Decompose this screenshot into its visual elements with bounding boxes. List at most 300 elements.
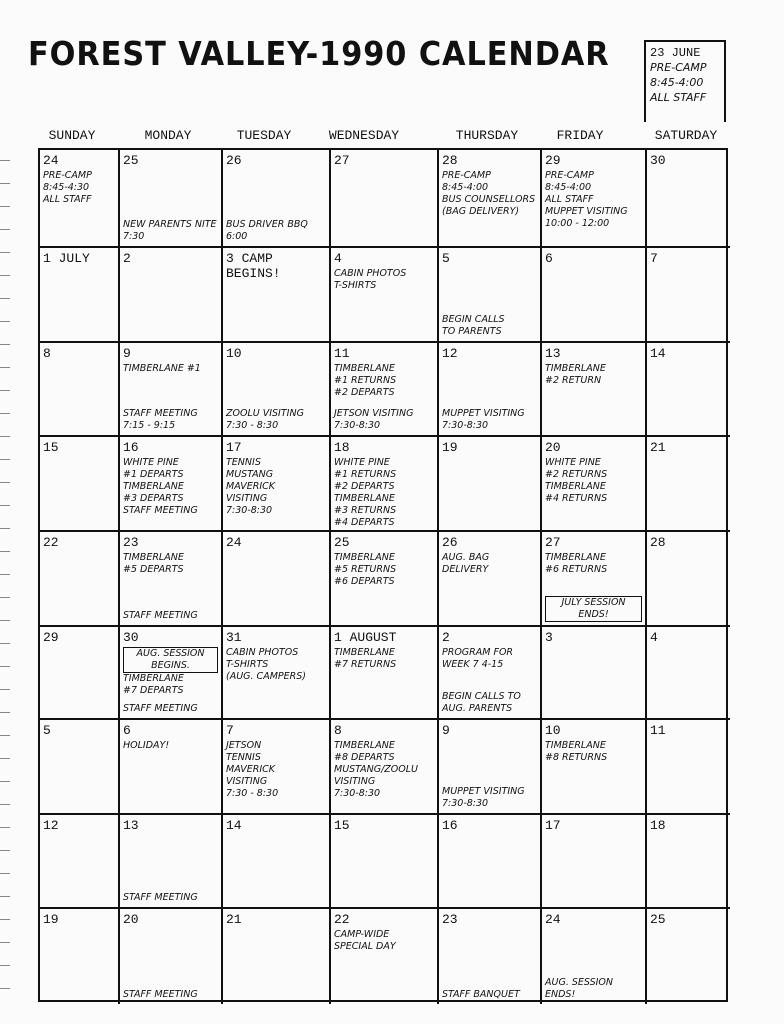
- binder-tick: [0, 574, 10, 575]
- day-cell: [647, 627, 730, 720]
- binder-tick: [0, 252, 10, 253]
- day-cell: [40, 909, 120, 1004]
- event-footer: [123, 703, 218, 715]
- day-cell: [647, 248, 730, 343]
- day-cell: [120, 150, 223, 248]
- event-text: #2 RETURNS: [545, 469, 608, 480]
- june-date: 23 JUNE: [650, 46, 701, 60]
- day-cell: [439, 720, 542, 815]
- event-text: BUS COUNSELLORS: [442, 194, 536, 205]
- date-number: 12: [442, 346, 458, 361]
- event-text: #1 RETURNS: [334, 375, 397, 386]
- event-text: TIMBERLANE: [545, 363, 606, 374]
- event-text: PRE-CAMP: [442, 170, 491, 181]
- event-footer: [123, 219, 218, 243]
- event-notes: [43, 170, 115, 206]
- day-cell: [331, 437, 439, 532]
- binder-tick: [0, 229, 10, 230]
- day-cell: [120, 343, 223, 437]
- day-cell: [542, 248, 647, 343]
- date-number: 18: [650, 818, 666, 833]
- day-cell: [439, 532, 542, 627]
- event-text: JETSON VISITING: [334, 408, 414, 419]
- day-cell: [120, 909, 223, 1004]
- event-text: #1 DEPARTS: [123, 469, 184, 480]
- day-cell: [439, 343, 542, 437]
- day-cell: [647, 532, 730, 627]
- date-number: 19: [442, 440, 458, 455]
- event-notes: [123, 552, 218, 576]
- day-cell: [542, 909, 647, 1004]
- binder-tick: [0, 505, 10, 506]
- june-note: ALL STAFF: [650, 91, 707, 104]
- event-text: MUPPET VISITING: [442, 408, 525, 419]
- event-text: JULY SESSION: [561, 597, 626, 608]
- event-text: AUG. SESSION: [545, 977, 613, 988]
- day-header-friday: FRIDAY: [556, 128, 604, 143]
- event-text: 8:45-4:00: [545, 182, 592, 193]
- day-header-saturday: SATURDAY: [654, 128, 718, 143]
- event-notes: [334, 647, 434, 671]
- event-text: AUG. SESSION: [136, 648, 205, 659]
- event-text: CABIN PHOTOS: [334, 268, 407, 279]
- day-cell: [542, 815, 647, 909]
- date-number: 10: [226, 346, 242, 361]
- day-cell: [40, 437, 120, 532]
- event-notes: [545, 457, 642, 505]
- event-text: 7:30-8:30: [334, 420, 381, 431]
- event-text: #2 DEPARTS: [334, 481, 395, 492]
- date-number: 13: [545, 346, 561, 361]
- binder-tick: [0, 459, 10, 460]
- event-text: TIMBERLANE: [334, 552, 395, 563]
- event-text: SPECIAL DAY: [334, 941, 396, 952]
- event-notes: [545, 740, 642, 764]
- event-text: #8 DEPARTS: [334, 752, 395, 763]
- date-number: 15: [43, 440, 59, 455]
- event-notes: [123, 457, 218, 517]
- date-number: 2: [123, 251, 131, 266]
- event-text: ENDS!: [545, 989, 576, 1000]
- event-text: (BAG DELIVERY): [442, 206, 520, 217]
- event-text: #7 DEPARTS: [123, 685, 184, 696]
- event-footer: [123, 408, 218, 432]
- event-notes: [123, 363, 218, 375]
- date-number: 9: [123, 346, 131, 361]
- date-number: 24: [43, 153, 59, 168]
- event-text: #2 RETURN: [545, 375, 602, 386]
- event-text: T-SHIRTS: [226, 659, 269, 670]
- event-text: MAVERICK: [226, 481, 275, 492]
- event-text: 7:30-8:30: [334, 788, 381, 799]
- date-number: 15: [334, 818, 350, 833]
- event-notes: [123, 740, 218, 752]
- day-cell: [647, 909, 730, 1004]
- binder-tick: [0, 206, 10, 207]
- day-cell: [40, 720, 120, 815]
- event-text: TIMBERLANE: [334, 740, 395, 751]
- day-cell: [439, 248, 542, 343]
- day-cell: [40, 627, 120, 720]
- event-text: #3 RETURNS: [334, 505, 397, 516]
- calendar-grid: [38, 148, 728, 1002]
- event-notes: [334, 552, 434, 588]
- date-number: 5: [442, 251, 450, 266]
- binder-tick: [0, 183, 10, 184]
- date-number: 13: [123, 818, 139, 833]
- page-title: FOREST VALLEY-1990 CALENDAR: [28, 34, 610, 73]
- event-notes: [545, 552, 642, 576]
- event-text: 7:30-8:30: [442, 420, 489, 431]
- event-notes: [123, 673, 218, 697]
- event-text: #4 RETURNS: [545, 493, 608, 504]
- event-text: 6:00: [226, 231, 248, 242]
- date-number: 4: [334, 251, 342, 266]
- event-text: TIMBERLANE: [334, 493, 395, 504]
- date-number: 14: [226, 818, 242, 833]
- day-header-sunday: SUNDAY: [48, 128, 96, 143]
- day-header-thursday: THURSDAY: [455, 128, 519, 143]
- binder-tick: [0, 919, 10, 920]
- day-cell: [120, 437, 223, 532]
- event-footer: [123, 989, 218, 1001]
- event-text: T-SHIRTS: [334, 280, 377, 291]
- june-note: 8:45-4:00: [650, 76, 704, 89]
- day-cell: [223, 248, 331, 343]
- day-cell: [439, 909, 542, 1004]
- date-number: 20: [123, 912, 139, 927]
- event-text: 7:30 - 8:30: [226, 420, 279, 431]
- date-number: 6: [123, 723, 131, 738]
- date-number: 10: [545, 723, 561, 738]
- event-text: (AUG. CAMPERS): [226, 671, 306, 682]
- day-cell: [331, 909, 439, 1004]
- event-text: MAVERICK: [226, 764, 275, 775]
- day-cell: [331, 150, 439, 248]
- date-number: 1 AUGUST: [334, 630, 397, 645]
- date-number: 26: [226, 153, 242, 168]
- event-footer: [442, 989, 537, 1001]
- event-text: AUG. BAG: [442, 552, 490, 563]
- day-cell: [542, 720, 647, 815]
- event-text: STAFF MEETING: [123, 610, 198, 621]
- event-notes: [226, 647, 326, 683]
- event-text: BUS DRIVER BBQ: [226, 219, 308, 230]
- event-text: TIMBERLANE: [545, 481, 606, 492]
- june-23-box: [644, 40, 726, 122]
- day-header-tuesday: TUESDAY: [236, 128, 292, 143]
- event-text: STAFF MEETING: [123, 989, 198, 1000]
- day-cell: [331, 815, 439, 909]
- binder-tick: [0, 551, 10, 552]
- event-text: TIMBERLANE: [123, 673, 184, 684]
- day-cell: [542, 627, 647, 720]
- event-notes: [442, 552, 537, 576]
- date-number: 7: [650, 251, 658, 266]
- day-cell: [439, 815, 542, 909]
- date-number: 23: [442, 912, 458, 927]
- day-cell: [40, 343, 120, 437]
- binder-tick: [0, 413, 10, 414]
- event-text: STAFF MEETING: [123, 505, 198, 516]
- event-text: ALL STAFF: [43, 194, 92, 205]
- event-text: STAFF MEETING: [123, 892, 198, 903]
- date-number: 2: [442, 630, 450, 645]
- event-text: #5 DEPARTS: [123, 564, 184, 575]
- event-text: #3 DEPARTS: [123, 493, 184, 504]
- binder-tick: [0, 160, 10, 161]
- date-number: 30: [650, 153, 666, 168]
- date-number: 17: [545, 818, 561, 833]
- date-number: 17: [226, 440, 242, 455]
- event-text: MUSTANG: [226, 469, 274, 480]
- binder-tick: [0, 873, 10, 874]
- date-number: 24: [545, 912, 561, 927]
- date-number: 9: [442, 723, 450, 738]
- event-text: PROGRAM FOR: [442, 647, 514, 658]
- event-text: TO PARENTS: [442, 326, 502, 337]
- event-footer: [226, 408, 326, 432]
- date-number: 31: [226, 630, 242, 645]
- event-footer: [123, 610, 218, 622]
- event-text: #6 RETURNS: [545, 564, 608, 575]
- event-text: 10:00 - 12:00: [545, 218, 610, 229]
- event-text: #5 RETURNS: [334, 564, 397, 575]
- event-notes: [334, 268, 434, 292]
- binder-tick: [0, 275, 10, 276]
- date-number: 6: [545, 251, 553, 266]
- date-number: 8: [334, 723, 342, 738]
- event-text: STAFF BANQUET: [442, 989, 520, 1000]
- event-text: 7:30-8:30: [226, 505, 273, 516]
- event-footer: [226, 219, 326, 243]
- day-header-wednesday: WEDNESDAY: [328, 128, 400, 143]
- binder-tick: [0, 758, 10, 759]
- day-cell: [120, 720, 223, 815]
- event-text: DELIVERY: [442, 564, 489, 575]
- date-number: 4: [650, 630, 658, 645]
- event-notes: [226, 457, 326, 517]
- day-cell: [223, 909, 331, 1004]
- event-text: ENDS!: [578, 609, 609, 620]
- date-number: 7: [226, 723, 234, 738]
- day-cell: [40, 150, 120, 248]
- event-notes: [545, 363, 642, 387]
- day-cell: [120, 627, 223, 720]
- day-cell: [647, 150, 730, 248]
- event-text: 8:45-4:30: [43, 182, 90, 193]
- day-cell: [223, 437, 331, 532]
- day-cell: [223, 815, 331, 909]
- day-cell: [542, 437, 647, 532]
- event-text: WHITE PINE: [334, 457, 390, 468]
- date-number: 28: [442, 153, 458, 168]
- binder-tick: [0, 344, 10, 345]
- date-number: 21: [650, 440, 666, 455]
- day-cell: [647, 815, 730, 909]
- date-number: 3: [545, 630, 553, 645]
- binder-tick: [0, 666, 10, 667]
- june-note: PRE-CAMP: [650, 61, 707, 74]
- event-text: #7 RETURNS: [334, 659, 397, 670]
- binder-tick: [0, 850, 10, 851]
- date-number: 8: [43, 346, 51, 361]
- binder-tick: [0, 781, 10, 782]
- event-text: 7:15 - 9:15: [123, 420, 176, 431]
- event-text: CABIN PHOTOS: [226, 647, 299, 658]
- day-cell: [223, 532, 331, 627]
- date-number: 16: [442, 818, 458, 833]
- event-text: WHITE PINE: [123, 457, 179, 468]
- event-notes: [545, 170, 642, 230]
- day-cell: [120, 532, 223, 627]
- date-number: 18: [334, 440, 350, 455]
- day-cell: [331, 627, 439, 720]
- event-text: MUPPET VISITING: [545, 206, 628, 217]
- date-number: 3 CAMP BEGINS!: [226, 251, 281, 281]
- day-cell: [223, 720, 331, 815]
- binder-tick: [0, 804, 10, 805]
- event-text: BEGIN CALLS: [442, 314, 505, 325]
- event-text: TIMBERLANE: [545, 740, 606, 751]
- event-notes: [226, 740, 326, 800]
- day-cell: [331, 248, 439, 343]
- event-footer: [442, 691, 537, 715]
- event-text: #2 DEPARTS: [334, 387, 395, 398]
- event-footer: [123, 892, 218, 904]
- event-text: MUPPET VISITING: [442, 786, 525, 797]
- event-text: WEEK 7 4-15: [442, 659, 504, 670]
- event-text: #1 RETURNS: [334, 469, 397, 480]
- day-cell: [331, 532, 439, 627]
- event-text: BEGIN CALLS TO: [442, 691, 521, 702]
- binder-tick: [0, 367, 10, 368]
- event-text: TIMBERLANE: [334, 363, 395, 374]
- day-cell: [331, 343, 439, 437]
- binder-tick: [0, 988, 10, 989]
- event-text: #4 DEPARTS: [334, 517, 395, 528]
- binder-tick: [0, 942, 10, 943]
- event-text: WHITE PINE: [545, 457, 601, 468]
- event-text: TIMBERLANE: [545, 552, 606, 563]
- binder-tick: [0, 689, 10, 690]
- event-footer: [334, 408, 434, 432]
- event-text: TIMBERLANE: [123, 552, 184, 563]
- binder-tick: [0, 482, 10, 483]
- day-cell: [542, 343, 647, 437]
- event-text: 8:45-4:00: [442, 182, 489, 193]
- date-number: 23: [123, 535, 139, 550]
- date-number: 28: [650, 535, 666, 550]
- day-header-monday: MONDAY: [144, 128, 192, 143]
- date-number: 14: [650, 346, 666, 361]
- day-cell: [439, 627, 542, 720]
- event-footer: [442, 314, 537, 338]
- date-number: 19: [43, 912, 59, 927]
- day-cell: [120, 815, 223, 909]
- date-number: 5: [43, 723, 51, 738]
- date-number: 20: [545, 440, 561, 455]
- event-text: VISITING: [334, 776, 376, 787]
- binder-tick: [0, 390, 10, 391]
- day-cell: [40, 248, 120, 343]
- event-text: 7:30 - 8:30: [226, 788, 279, 799]
- event-text: PRE-CAMP: [43, 170, 92, 181]
- day-cell: [542, 532, 647, 627]
- date-number: 11: [650, 723, 666, 738]
- event-text: TIMBERLANE: [334, 647, 395, 658]
- event-notes: [334, 740, 434, 800]
- event-text: ZOOLU VISITING: [226, 408, 304, 419]
- event-notes: [442, 170, 537, 218]
- event-text: STAFF MEETING: [123, 408, 198, 419]
- event-text: NEW PARENTS NITE: [123, 219, 217, 230]
- event-text: TENNIS: [226, 752, 261, 763]
- event-text: STAFF MEETING: [123, 703, 198, 714]
- binder-tick: [0, 643, 10, 644]
- event-text: TENNIS: [226, 457, 261, 468]
- date-number: 25: [123, 153, 139, 168]
- date-number: 22: [43, 535, 59, 550]
- event-text: TIMBERLANE #1: [123, 363, 201, 374]
- event-text: 7:30: [123, 231, 145, 242]
- boxed-note: [545, 596, 642, 622]
- event-text: #8 RETURNS: [545, 752, 608, 763]
- event-text: VISITING: [226, 493, 268, 504]
- binder-tick: [0, 735, 10, 736]
- date-number: 12: [43, 818, 59, 833]
- event-footer: [442, 786, 537, 810]
- binder-tick: [0, 620, 10, 621]
- date-number: 25: [334, 535, 350, 550]
- event-text: JETSON: [226, 740, 262, 751]
- event-text: #6 DEPARTS: [334, 576, 395, 587]
- date-number: 21: [226, 912, 242, 927]
- date-number: 16: [123, 440, 139, 455]
- date-number: 30: [123, 630, 139, 645]
- event-text: HOLIDAY!: [123, 740, 170, 751]
- date-number: 22: [334, 912, 350, 927]
- day-cell: [542, 150, 647, 248]
- event-text: CAMP-WIDE: [334, 929, 390, 940]
- binder-tick: [0, 827, 10, 828]
- date-number: 1 JULY: [43, 251, 90, 266]
- binder-tick: [0, 712, 10, 713]
- binder-tick: [0, 597, 10, 598]
- boxed-note: [123, 647, 218, 673]
- event-text: PRE-CAMP: [545, 170, 594, 181]
- event-text: MUSTANG/ZOOLU: [334, 764, 418, 775]
- event-notes: [334, 929, 434, 953]
- day-cell: [40, 815, 120, 909]
- date-number: 29: [545, 153, 561, 168]
- event-text: ALL STAFF: [545, 194, 594, 205]
- date-number: 29: [43, 630, 59, 645]
- event-notes: [334, 363, 434, 399]
- day-cell: [331, 720, 439, 815]
- day-cell: [647, 343, 730, 437]
- day-cell: [439, 437, 542, 532]
- date-number: 24: [226, 535, 242, 550]
- event-notes: [334, 457, 434, 529]
- event-text: 7:30-8:30: [442, 798, 489, 809]
- event-text: TIMBERLANE: [123, 481, 184, 492]
- day-cell: [120, 248, 223, 343]
- date-number: 25: [650, 912, 666, 927]
- day-cell: [223, 343, 331, 437]
- binder-tick: [0, 436, 10, 437]
- event-notes: [442, 647, 537, 671]
